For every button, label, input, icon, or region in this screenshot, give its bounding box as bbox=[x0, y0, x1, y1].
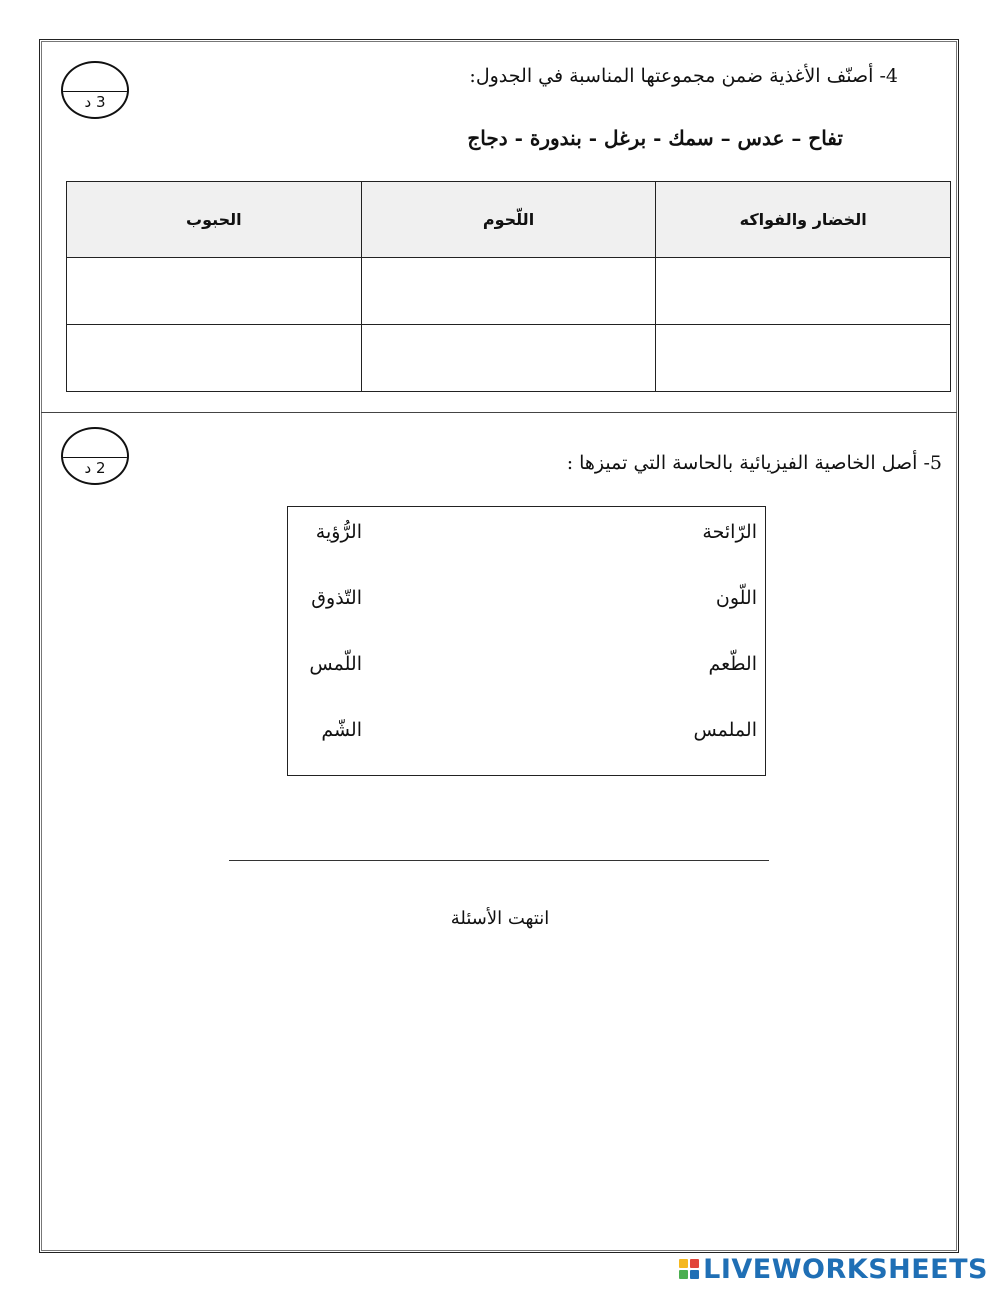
question5-score-badge bbox=[61, 427, 129, 485]
property-item[interactable]: الملمس bbox=[693, 719, 757, 741]
property-item[interactable]: الرّائحة bbox=[702, 521, 757, 543]
end-divider bbox=[229, 860, 769, 861]
sense-item[interactable]: اللّمس bbox=[309, 653, 362, 675]
sense-item[interactable]: الرُّؤية bbox=[315, 521, 362, 543]
food-list: تفاح – عدس – سمك - برغل - بندورة - دجاج bbox=[467, 126, 843, 150]
question5-instruction: 5- أصل الخاصية الفيزيائية بالحاسة التي تميزها : bbox=[566, 452, 942, 474]
answer-cell[interactable] bbox=[67, 258, 362, 325]
question4-score-badge bbox=[61, 61, 129, 119]
sense-item[interactable]: التّذوق bbox=[311, 587, 362, 609]
question4-score: 3 د bbox=[84, 93, 106, 111]
question5-score: 2 د bbox=[84, 459, 106, 477]
section-divider bbox=[41, 412, 957, 413]
property-item[interactable]: اللّون bbox=[715, 587, 757, 609]
liveworksheets-logo-icon bbox=[679, 1259, 699, 1279]
header-grains: الحبوب bbox=[67, 182, 362, 258]
answer-cell[interactable] bbox=[67, 325, 362, 392]
answer-cell[interactable] bbox=[656, 258, 951, 325]
header-meats: اللّحوم bbox=[361, 182, 656, 258]
brand-name: LIVEWORKSHEETS bbox=[703, 1253, 988, 1285]
sense-item[interactable]: الشّم bbox=[321, 719, 362, 741]
question4-instruction: 4- أصنّف الأغذية ضمن مجموعتها المناسبة في الجدول: bbox=[469, 65, 898, 87]
table-row bbox=[67, 258, 951, 325]
liveworksheets-brand bbox=[679, 1254, 988, 1284]
answer-cell[interactable] bbox=[361, 325, 656, 392]
answer-cell[interactable] bbox=[656, 325, 951, 392]
property-item[interactable]: الطّعم bbox=[708, 653, 757, 675]
answer-cell[interactable] bbox=[361, 258, 656, 325]
end-of-questions: انتهت الأسئلة bbox=[450, 908, 550, 929]
matching-box bbox=[287, 506, 766, 776]
table-row bbox=[67, 325, 951, 392]
header-vegetables-fruits: الخضار والفواكه bbox=[656, 182, 951, 258]
classification-table bbox=[66, 181, 951, 392]
